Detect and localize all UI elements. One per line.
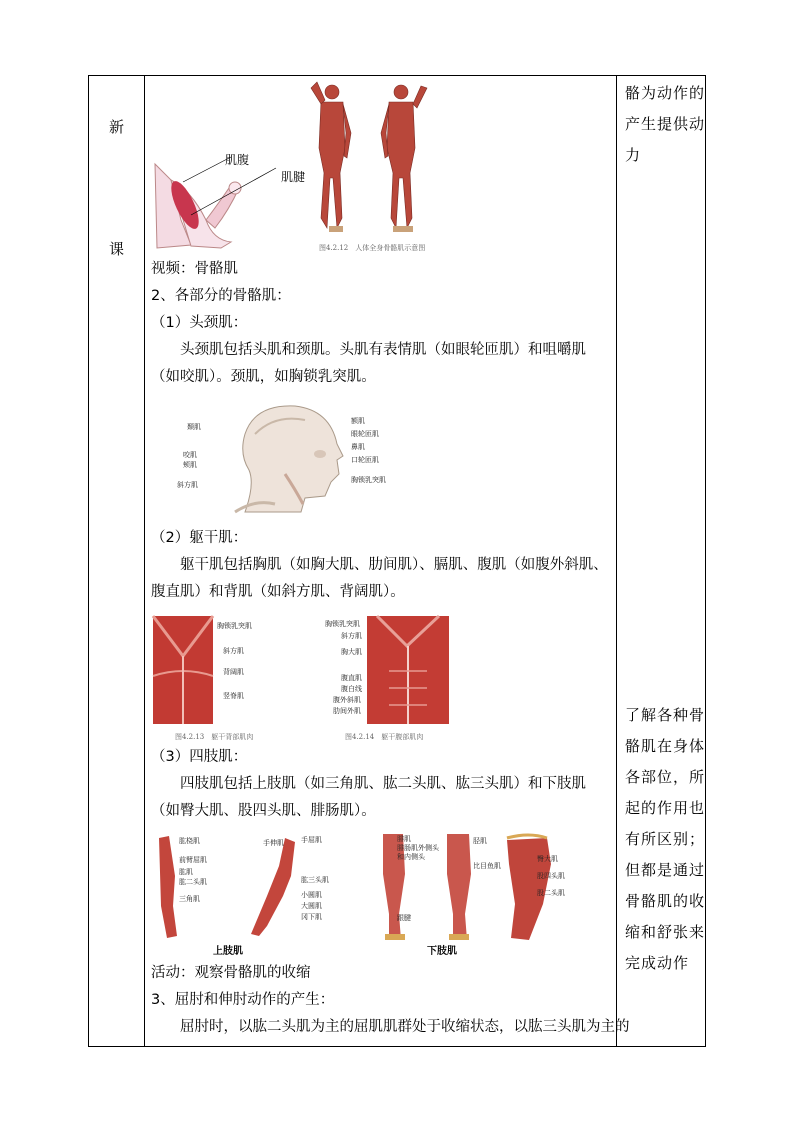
front-label-1: 斜方肌 bbox=[341, 632, 362, 640]
full-body-muscle-figure bbox=[307, 78, 432, 238]
lower-b-label-1: 比目鱼肌 bbox=[473, 862, 501, 870]
note-understanding: 了解各种骨骼肌在身体各部位，所起的作用也有所区别；但都是通过骨骼肌的收缩和舒张来完成动作 bbox=[625, 706, 706, 972]
upper-limb-title: 上肢肌 bbox=[213, 946, 243, 957]
lower-a-label-2: 跟腱 bbox=[397, 914, 411, 922]
trunk-paragraph: 躯干肌包括胸肌（如胸大肌、肋间肌）、膈肌、腹肌（如腹外斜肌、腹直肌）和背肌（如斜方肌、背阔肌）。 bbox=[151, 557, 608, 600]
notes-column bbox=[617, 76, 707, 1046]
head-neck-title: （1）头颈肌： bbox=[151, 315, 248, 331]
back-label-2: 背阔肌 bbox=[223, 668, 244, 676]
front-label-2: 胸大肌 bbox=[341, 648, 362, 656]
front-label-6: 肋间外肌 bbox=[333, 707, 361, 715]
upper-b-label-5: 冈下肌 bbox=[301, 913, 322, 921]
head-neck-paragraph: 头颈肌包括头肌和颈肌。头肌有表情肌（如眼轮匝肌）和咀嚼肌（如咬肌）。颈肌，如胸锁乳突肌。 bbox=[151, 342, 586, 385]
trunk-title: （2）躯干肌： bbox=[151, 530, 248, 546]
limb-paragraph: 四肢肌包括上肢肌（如三角肌、肱二头肌、肱三头肌）和下肢肌（如臀大肌、股四头肌、腓肠肌）。 bbox=[151, 776, 586, 819]
heading-muscles-by-part: 2、各部分的骨骼肌： bbox=[151, 288, 291, 304]
main-content bbox=[145, 76, 630, 1046]
lower-limb-title: 下肢肌 bbox=[427, 946, 457, 957]
upper-a-label-1: 前臂屈肌 bbox=[179, 856, 207, 864]
section-char-1: 新 bbox=[108, 118, 124, 136]
head-label-right-0: 额肌 bbox=[351, 417, 365, 425]
upper-b-label-4: 大圆肌 bbox=[301, 902, 322, 910]
back-label-1: 斜方肌 bbox=[223, 647, 244, 655]
head-neck-muscle-diagram bbox=[225, 404, 345, 514]
upper-a-label-0: 肱桡肌 bbox=[179, 837, 200, 845]
lower-c-label-1: 股四头肌 bbox=[537, 872, 565, 880]
lower-a-label-1: 腓肠肌外侧头和内侧头 bbox=[397, 844, 439, 861]
activity-line: 活动：观察骨骼肌的收缩 bbox=[151, 965, 311, 981]
front-label-0: 胸锁乳突肌 bbox=[325, 620, 360, 628]
upper-a-label-3: 肱二头肌 bbox=[179, 878, 207, 886]
upper-a-label-2: 肱肌 bbox=[179, 868, 193, 876]
back-label-3: 竖脊肌 bbox=[223, 692, 244, 700]
limb-title: （3）四肢肌： bbox=[151, 749, 248, 765]
trunk-front-photo bbox=[367, 616, 449, 724]
section-char-2: 课 bbox=[108, 240, 124, 258]
lower-c-label-0: 臀大肌 bbox=[537, 855, 558, 863]
upper-a-label-4: 三角肌 bbox=[179, 895, 200, 903]
arm-label-tendon: 肌腱 bbox=[281, 170, 306, 184]
head-label-right-3: 口轮匝肌 bbox=[351, 456, 379, 464]
back-caption: 图4.2.13 躯干背部肌肉 bbox=[175, 733, 254, 741]
lesson-table bbox=[88, 75, 706, 1047]
head-label-right-2: 鼻肌 bbox=[351, 443, 365, 451]
head-label-left-1: 咬肌 bbox=[183, 451, 197, 459]
upper-b-label-0: 手伸肌 bbox=[263, 839, 284, 847]
head-label-left-2: 颊肌 bbox=[183, 461, 197, 469]
head-label-right-1: 眼轮匝肌 bbox=[351, 430, 379, 438]
upper-b-label-3: 小圆肌 bbox=[301, 891, 322, 899]
head-label-left-3: 斜方肌 bbox=[177, 481, 198, 489]
video-line: 视频：骨骼肌 bbox=[151, 261, 238, 277]
upper-b-label-2: 肱三头肌 bbox=[301, 876, 329, 884]
back-label-0: 胸锁乳突肌 bbox=[217, 622, 252, 630]
lower-a-label-0: 腓肌 bbox=[397, 835, 411, 843]
full-body-caption: 图4.2.12 人体全身骨骼肌示意图 bbox=[319, 244, 426, 252]
head-label-right-4: 胸锁乳突肌 bbox=[351, 476, 386, 484]
lower-b-label-0: 胫肌 bbox=[473, 837, 487, 845]
front-label-3: 腹直肌 bbox=[341, 674, 362, 682]
section-label-column bbox=[89, 76, 144, 1046]
elbow-paragraph: 屈肘时，以肱二头肌为主的屈肌肌群处于收缩状态，以肱三头肌为主的 bbox=[180, 1019, 630, 1035]
front-label-4: 腹白线 bbox=[341, 685, 362, 693]
lower-c-label-2: 股二头肌 bbox=[537, 889, 565, 897]
note-purpose: 骼为动作的产生提供动力 bbox=[625, 84, 706, 164]
heading-elbow-motion: 3、屈肘和伸肘动作的产生： bbox=[151, 992, 335, 1008]
front-caption: 图4.2.14 躯干腹部肌肉 bbox=[345, 733, 424, 741]
head-label-left-0: 颞肌 bbox=[187, 423, 201, 431]
trunk-back-photo bbox=[153, 616, 213, 724]
arm-muscle-diagram bbox=[151, 160, 301, 250]
arm-label-belly: 肌腹 bbox=[225, 153, 250, 167]
front-label-5: 腹外斜肌 bbox=[333, 696, 361, 704]
upper-b-label-1: 手屈肌 bbox=[301, 836, 322, 844]
